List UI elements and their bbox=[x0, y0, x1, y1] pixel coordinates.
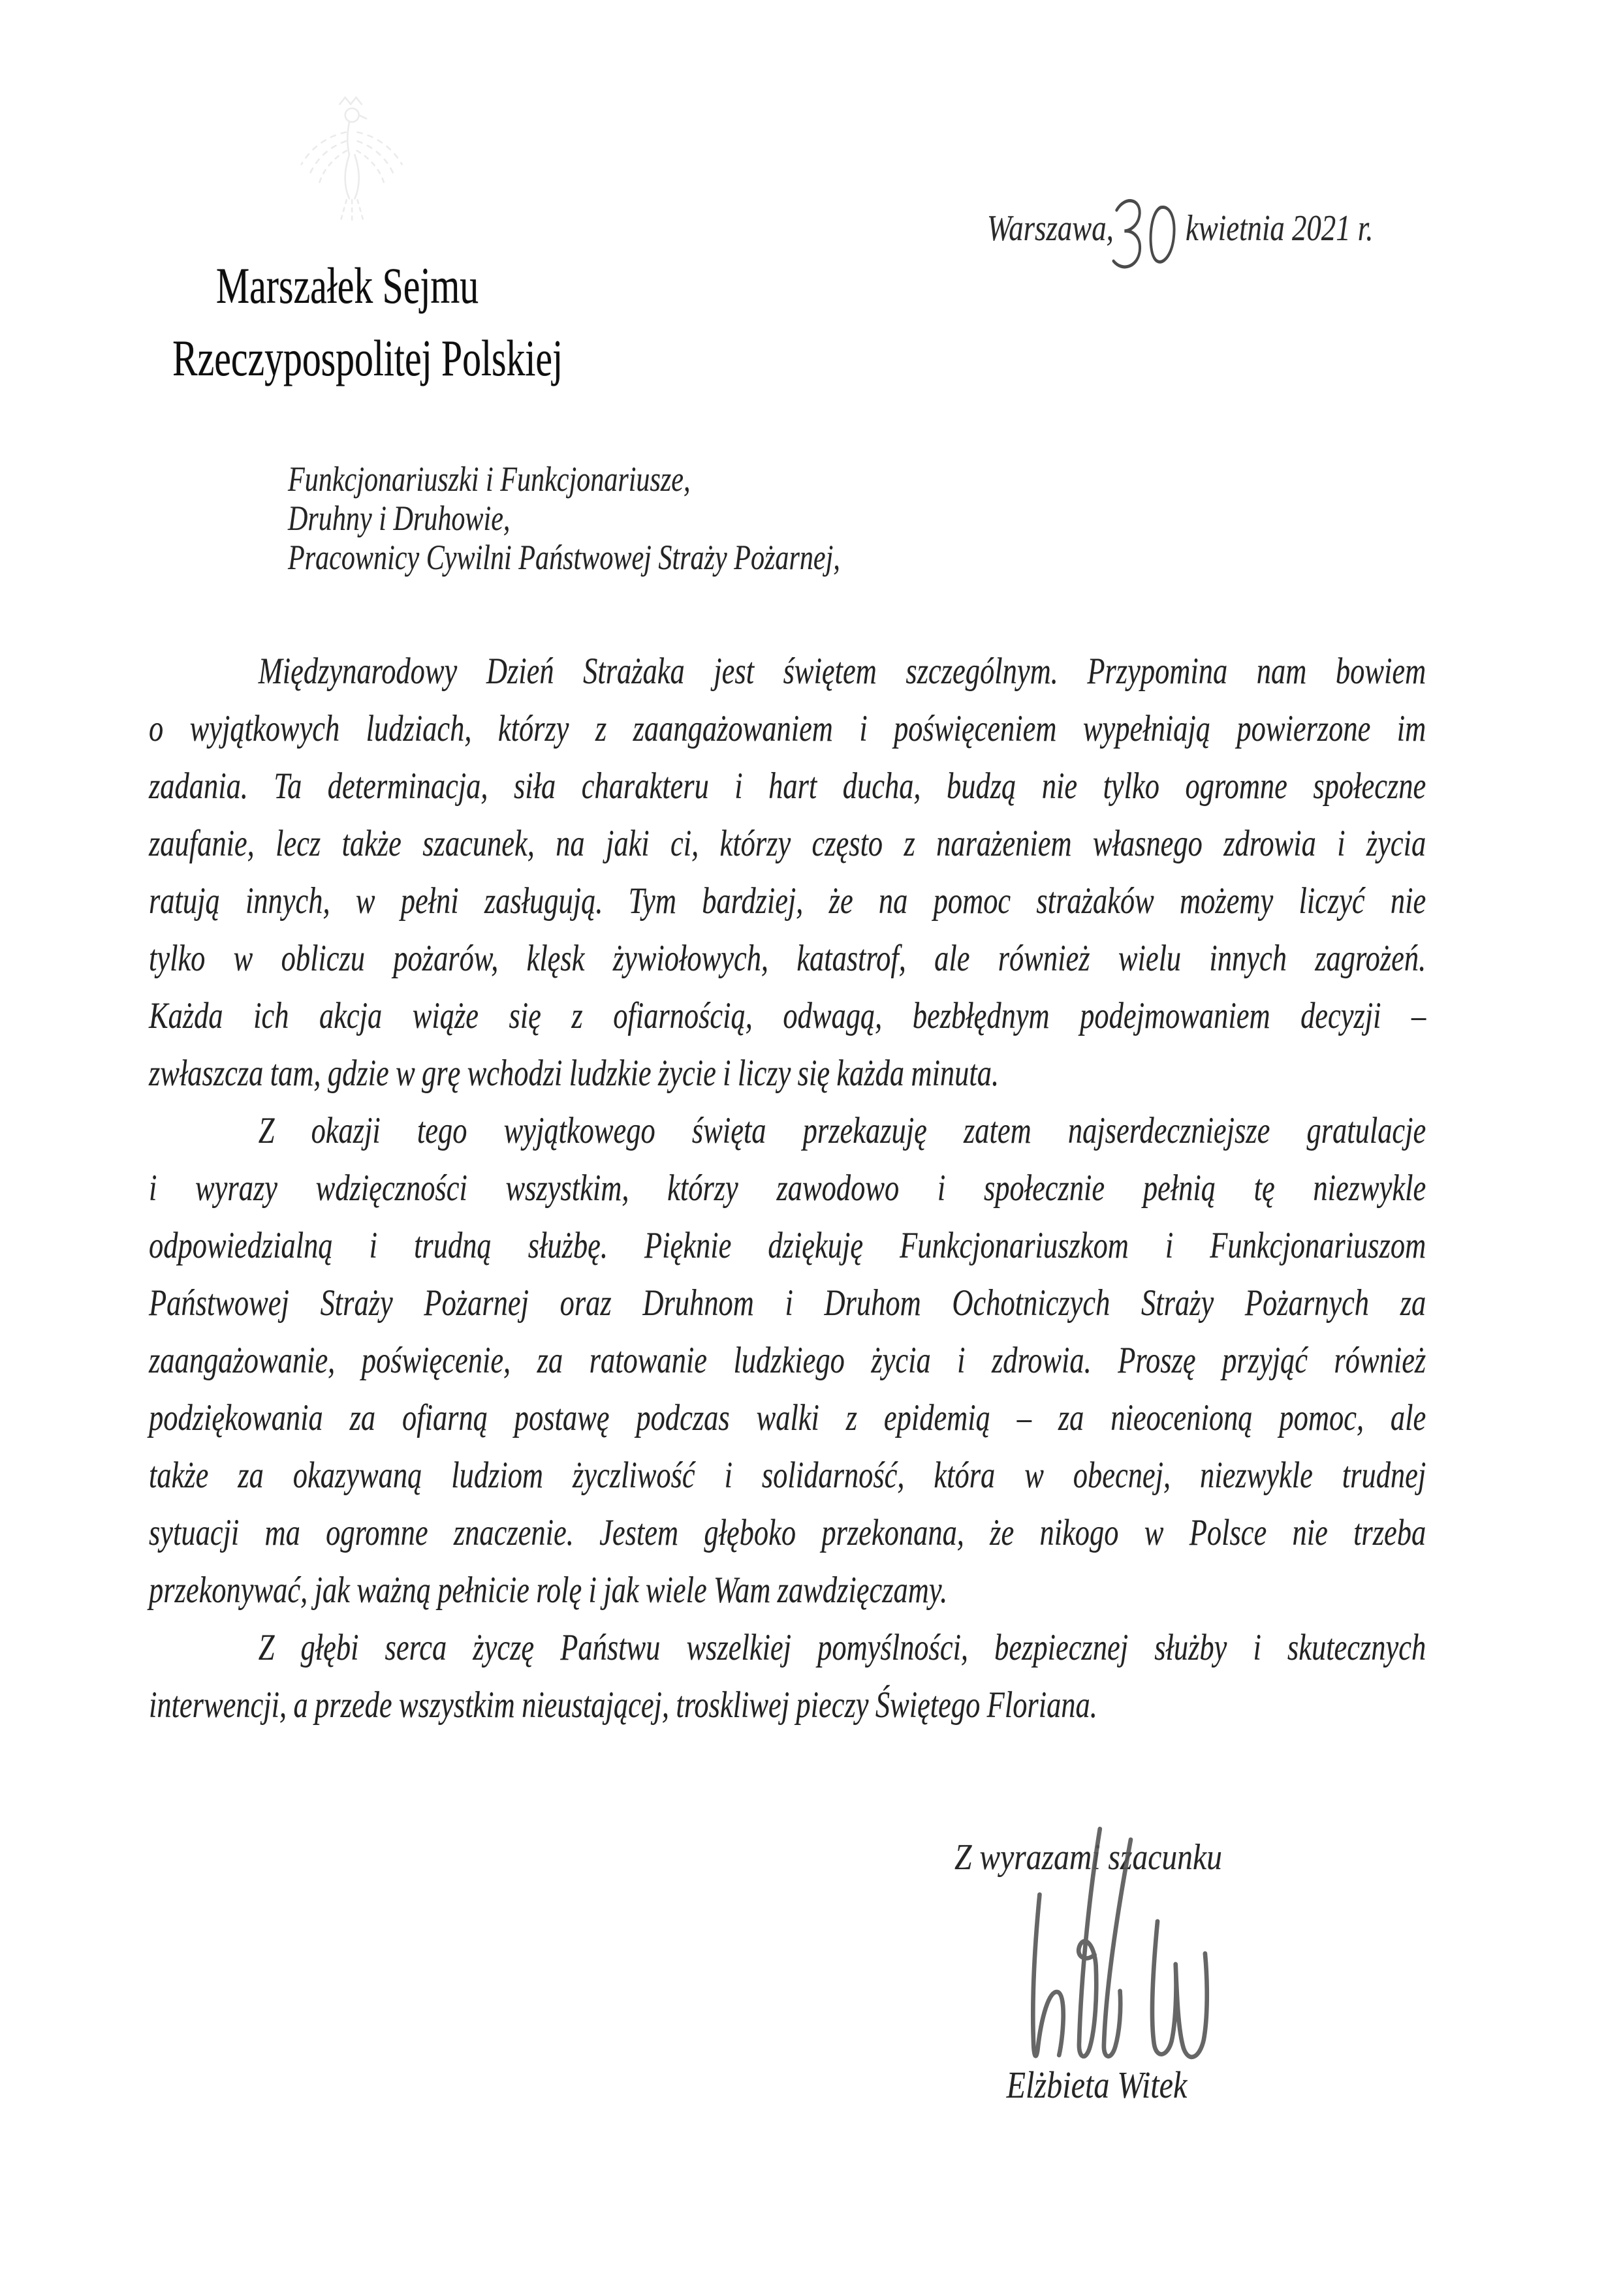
salutation-line: Druhny i Druhowie, bbox=[288, 499, 511, 538]
salutation bbox=[288, 459, 1103, 577]
body-line: Z głębi serca życzę Państwu wszelkiej pomyślności, bezpiecznej służby i skutecznych bbox=[258, 1627, 1426, 1668]
body-line: także za okazywaną ludziom życzliwość i solidarność, która w obecnej, niezwykle trudnej bbox=[149, 1455, 1426, 1496]
body-line: sytuacji ma ogromne znaczenie. Jestem głęboko przekonana, że nikogo w Polsce nie trzeba bbox=[149, 1512, 1426, 1553]
body-line: i wyrazy wdzięczności wszystkim, którzy zawodowo i społecznie pełnią tę niezwykle bbox=[149, 1168, 1426, 1209]
letterhead-title-line2: Rzeczypospolitej Polskiej bbox=[172, 330, 563, 386]
body-line: Każda ich akcja wiąże się z ofiarnością, odwagą, bezbłędnym podejmowaniem decyzji – bbox=[149, 995, 1426, 1036]
body-line: zwłaszcza tam, gdzie w grę wchodzi ludzkie życie i liczy się każda minuta. bbox=[149, 1053, 1000, 1094]
body-line: Międzynarodowy Dzień Strażaka jest świętem szczególnym. Przypomina nam bowiem bbox=[258, 651, 1426, 692]
salutation-line: Funkcjonariuszki i Funkcjonariusze, bbox=[288, 459, 691, 499]
salutation-line: Pracownicy Cywilni Państwowej Straży Pożarnej, bbox=[288, 538, 840, 577]
body-line: zaufanie, lecz także szacunek, na jaki ci, którzy często z narażeniem własnego zdrowia i życia bbox=[149, 823, 1426, 864]
handwritten-signature-scribble bbox=[998, 1822, 1213, 2080]
body-line: przekonywać, jak ważną pełnicie rolę i jak wiele Wam zawdzięczamy. bbox=[149, 1570, 948, 1611]
body-line: zadania. Ta determinacja, siła charakteru i hart ducha, budzą nie tylko ogromne społeczne bbox=[149, 766, 1426, 807]
body-line: podziękowania za ofiarną postawę podczas walki z epidemią – za nieocenioną pomoc, ale bbox=[149, 1397, 1426, 1438]
dateline-rest: kwietnia 2021 r. bbox=[1186, 208, 1374, 249]
polish-eagle-watermark-icon bbox=[281, 95, 418, 238]
body-line: zaangażowanie, poświęcenie, za ratowanie ludzkiego życia i zdrowia. Proszę przyjąć również bbox=[149, 1340, 1426, 1381]
letterhead-title-line1: Marszałek Sejmu bbox=[215, 257, 479, 314]
letter-body bbox=[149, 643, 1606, 1734]
closing-phrase: Z wyrazami szacunku bbox=[954, 1837, 1222, 1878]
body-line: tylko w obliczu pożarów, klęsk żywiołowych, katastrof, ale również wielu innych zagrożeń. bbox=[149, 938, 1426, 979]
body-line: odpowiedzialną i trudną służbę. Pięknie dziękuję Funkcjonariuszkom i Funkcjonariuszom bbox=[149, 1225, 1426, 1266]
dateline bbox=[987, 196, 1436, 287]
body-line: interwencji, a przede wszystkim nieustającej, troskliwej pieczy Świętego Floriana. bbox=[149, 1684, 1097, 1726]
body-line: Państwowej Straży Pożarnej oraz Druhnom i Druhom Ochotniczych Straży Pożarnych za bbox=[149, 1282, 1426, 1324]
signer-name: Elżbieta Witek bbox=[1006, 2064, 1188, 2106]
body-line: Z okazji tego wyjątkowego święta przekazuję zatem najserdeczniejsze gratulacje bbox=[258, 1110, 1426, 1151]
dateline-city: Warszawa, bbox=[987, 208, 1114, 249]
handwritten-day-icon bbox=[1106, 193, 1184, 279]
letterhead bbox=[111, 257, 584, 386]
body-line: ratują innych, w pełni zasługują. Tym bardziej, że na pomoc strażaków możemy liczyć nie bbox=[149, 880, 1426, 922]
body-line: o wyjątkowych ludziach, którzy z zaangażowaniem i poświęceniem wypełniają powierzone im bbox=[149, 708, 1426, 749]
